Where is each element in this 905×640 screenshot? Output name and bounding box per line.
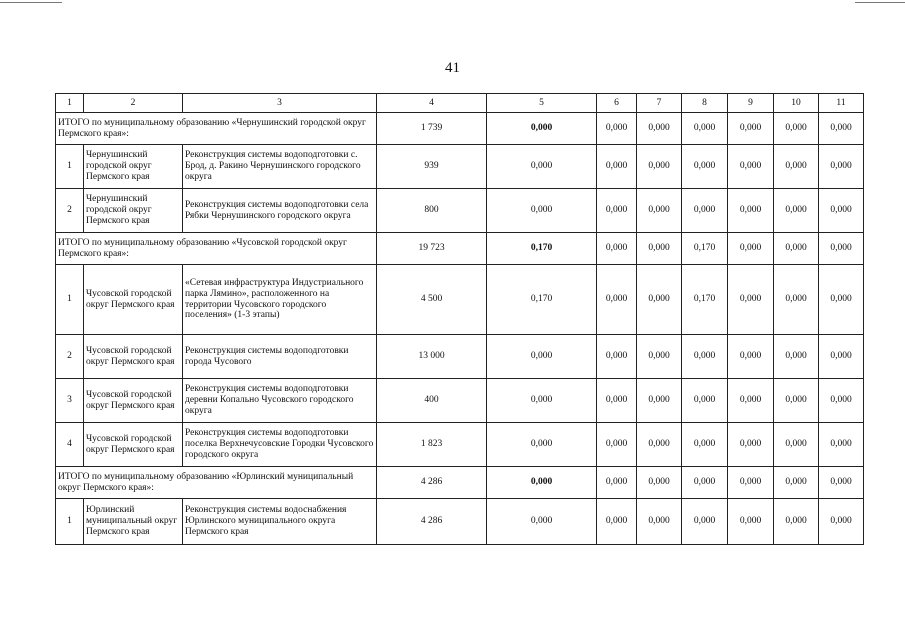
object-cell: Реконструкция системы водоподготовки поселка Верхнечусовские Городки Чусовского городского округа xyxy=(183,423,377,467)
total-row xyxy=(56,233,864,265)
value-cell: 800 xyxy=(377,189,487,233)
value-cell: 0,000 xyxy=(774,233,819,265)
value-cell: 0,000 xyxy=(774,467,819,499)
header-cell: 1 xyxy=(56,94,84,113)
value-cell: 0,000 xyxy=(819,233,864,265)
header-cell: 3 xyxy=(183,94,377,113)
value-cell: 0,000 xyxy=(774,265,819,335)
total-label: ИТОГО по муниципальному образованию «Чусовской городской округ Пермского края»: xyxy=(56,233,377,265)
value-cell: 0,000 xyxy=(819,467,864,499)
total-label: ИТОГО по муниципальному образованию «Чернушинский городской округ Пермского края»: xyxy=(56,113,377,145)
value-cell: 0,000 xyxy=(487,335,597,379)
value-cell: 0,000 xyxy=(728,113,774,145)
municipality-cell: Юрлинский муниципальный округ Пермского края xyxy=(84,499,183,545)
value-cell: 0,000 xyxy=(774,423,819,467)
value-cell: 0,000 xyxy=(637,335,682,379)
value-cell: 1 739 xyxy=(377,113,487,145)
value-cell: 0,000 xyxy=(682,113,728,145)
value-cell: 0,000 xyxy=(728,265,774,335)
value-cell: 0,000 xyxy=(637,379,682,423)
value-cell: 0,000 xyxy=(728,499,774,545)
table-row xyxy=(56,499,864,545)
object-cell: Реконструкция системы водоподготовки с. Брод, д. Ракино Чернушинского городского округа xyxy=(183,145,377,189)
total-row xyxy=(56,467,864,499)
funding-table xyxy=(55,93,864,545)
value-cell: 4 286 xyxy=(377,467,487,499)
value-cell: 0,000 xyxy=(637,467,682,499)
value-cell: 0,000 xyxy=(819,113,864,145)
value-cell: 0,000 xyxy=(682,189,728,233)
value-cell: 0,000 xyxy=(819,145,864,189)
value-cell: 0,000 xyxy=(487,379,597,423)
header-cell: 4 xyxy=(377,94,487,113)
value-cell: 0,000 xyxy=(637,145,682,189)
header-cell: 8 xyxy=(682,94,728,113)
value-cell: 0,000 xyxy=(597,233,637,265)
value-cell: 0,000 xyxy=(597,335,637,379)
value-cell: 0,000 xyxy=(597,145,637,189)
municipality-cell: Чусовской городской округ Пермского края xyxy=(84,265,183,335)
header-cell: 6 xyxy=(597,94,637,113)
header-cell: 2 xyxy=(84,94,183,113)
value-cell: 0,000 xyxy=(597,499,637,545)
value-cell: 0,000 xyxy=(774,335,819,379)
table-row xyxy=(56,145,864,189)
total-label: ИТОГО по муниципальному образованию «Юрлинский муниципальный округ Пермского края»: xyxy=(56,467,377,499)
value-cell: 0,000 xyxy=(774,113,819,145)
row-number: 2 xyxy=(56,335,84,379)
value-cell: 0,000 xyxy=(819,499,864,545)
value-cell: 0,000 xyxy=(728,379,774,423)
value-cell: 0,170 xyxy=(487,233,597,265)
municipality-cell: Чусовской городской округ Пермского края xyxy=(84,423,183,467)
scan-top-rule-left xyxy=(0,2,62,3)
value-cell: 0,000 xyxy=(637,113,682,145)
value-cell: 1 823 xyxy=(377,423,487,467)
value-cell: 0,000 xyxy=(637,233,682,265)
value-cell: 0,000 xyxy=(487,499,597,545)
value-cell: 0,000 xyxy=(637,189,682,233)
value-cell: 0,000 xyxy=(637,499,682,545)
municipality-cell: Чернушинский городской округ Пермского края xyxy=(84,145,183,189)
value-cell: 939 xyxy=(377,145,487,189)
value-cell: 19 723 xyxy=(377,233,487,265)
value-cell: 0,000 xyxy=(728,233,774,265)
table-row xyxy=(56,265,864,335)
page-number: 41 xyxy=(445,60,460,76)
value-cell: 13 000 xyxy=(377,335,487,379)
object-cell: Реконструкция системы водоподготовки города Чусового xyxy=(183,335,377,379)
value-cell: 4 500 xyxy=(377,265,487,335)
total-row xyxy=(56,113,864,145)
row-number: 1 xyxy=(56,265,84,335)
header-cell: 9 xyxy=(728,94,774,113)
value-cell: 0,000 xyxy=(819,189,864,233)
value-cell: 0,000 xyxy=(819,423,864,467)
municipality-cell: Чусовской городской округ Пермского края xyxy=(84,335,183,379)
value-cell: 400 xyxy=(377,379,487,423)
table-row xyxy=(56,189,864,233)
value-cell: 0,000 xyxy=(774,379,819,423)
value-cell: 0,000 xyxy=(487,113,597,145)
table-row xyxy=(56,335,864,379)
column-number-header xyxy=(56,94,864,113)
header-cell: 10 xyxy=(774,94,819,113)
value-cell: 0,170 xyxy=(682,233,728,265)
municipality-cell: Чернушинский городской округ Пермского края xyxy=(84,189,183,233)
row-number: 3 xyxy=(56,379,84,423)
value-cell: 0,000 xyxy=(682,423,728,467)
row-number: 2 xyxy=(56,189,84,233)
header-cell: 5 xyxy=(487,94,597,113)
table-row xyxy=(56,379,864,423)
value-cell: 0,000 xyxy=(819,265,864,335)
value-cell: 4 286 xyxy=(377,499,487,545)
value-cell: 0,000 xyxy=(487,189,597,233)
value-cell: 0,000 xyxy=(774,189,819,233)
value-cell: 0,000 xyxy=(682,335,728,379)
value-cell: 0,000 xyxy=(728,335,774,379)
scan-top-rule-right xyxy=(855,2,905,3)
value-cell: 0,000 xyxy=(819,335,864,379)
object-cell: Реконструкция системы водоподготовки деревни Копально Чусовского городского округа xyxy=(183,379,377,423)
value-cell: 0,000 xyxy=(597,379,637,423)
value-cell: 0,000 xyxy=(728,467,774,499)
value-cell: 0,000 xyxy=(682,379,728,423)
value-cell: 0,000 xyxy=(597,423,637,467)
value-cell: 0,000 xyxy=(487,145,597,189)
value-cell: 0,000 xyxy=(637,423,682,467)
municipality-cell: Чусовской городской округ Пермского края xyxy=(84,379,183,423)
value-cell: 0,000 xyxy=(597,113,637,145)
row-number: 1 xyxy=(56,499,84,545)
value-cell: 0,000 xyxy=(682,467,728,499)
value-cell: 0,170 xyxy=(487,265,597,335)
row-number: 4 xyxy=(56,423,84,467)
table-row xyxy=(56,423,864,467)
object-cell: «Сетевая инфраструктура Индустриального парка Лямино», расположенного на территории Чусовского городского поселения» (1-3 этапы) xyxy=(183,265,377,335)
value-cell: 0,000 xyxy=(597,467,637,499)
value-cell: 0,000 xyxy=(728,423,774,467)
value-cell: 0,000 xyxy=(728,189,774,233)
value-cell: 0,000 xyxy=(682,499,728,545)
value-cell: 0,000 xyxy=(487,423,597,467)
value-cell: 0,000 xyxy=(637,265,682,335)
value-cell: 0,000 xyxy=(774,145,819,189)
value-cell: 0,000 xyxy=(774,499,819,545)
value-cell: 0,000 xyxy=(819,379,864,423)
value-cell: 0,000 xyxy=(682,145,728,189)
header-cell: 11 xyxy=(819,94,864,113)
header-cell: 7 xyxy=(637,94,682,113)
value-cell: 0,170 xyxy=(682,265,728,335)
value-cell: 0,000 xyxy=(728,145,774,189)
value-cell: 0,000 xyxy=(597,189,637,233)
object-cell: Реконструкция системы водоподготовки села Рябки Чернушинского городского округа xyxy=(183,189,377,233)
row-number: 1 xyxy=(56,145,84,189)
value-cell: 0,000 xyxy=(487,467,597,499)
value-cell: 0,000 xyxy=(597,265,637,335)
object-cell: Реконструкция системы водоснабжения Юрлинского муниципального округа Пермского края xyxy=(183,499,377,545)
